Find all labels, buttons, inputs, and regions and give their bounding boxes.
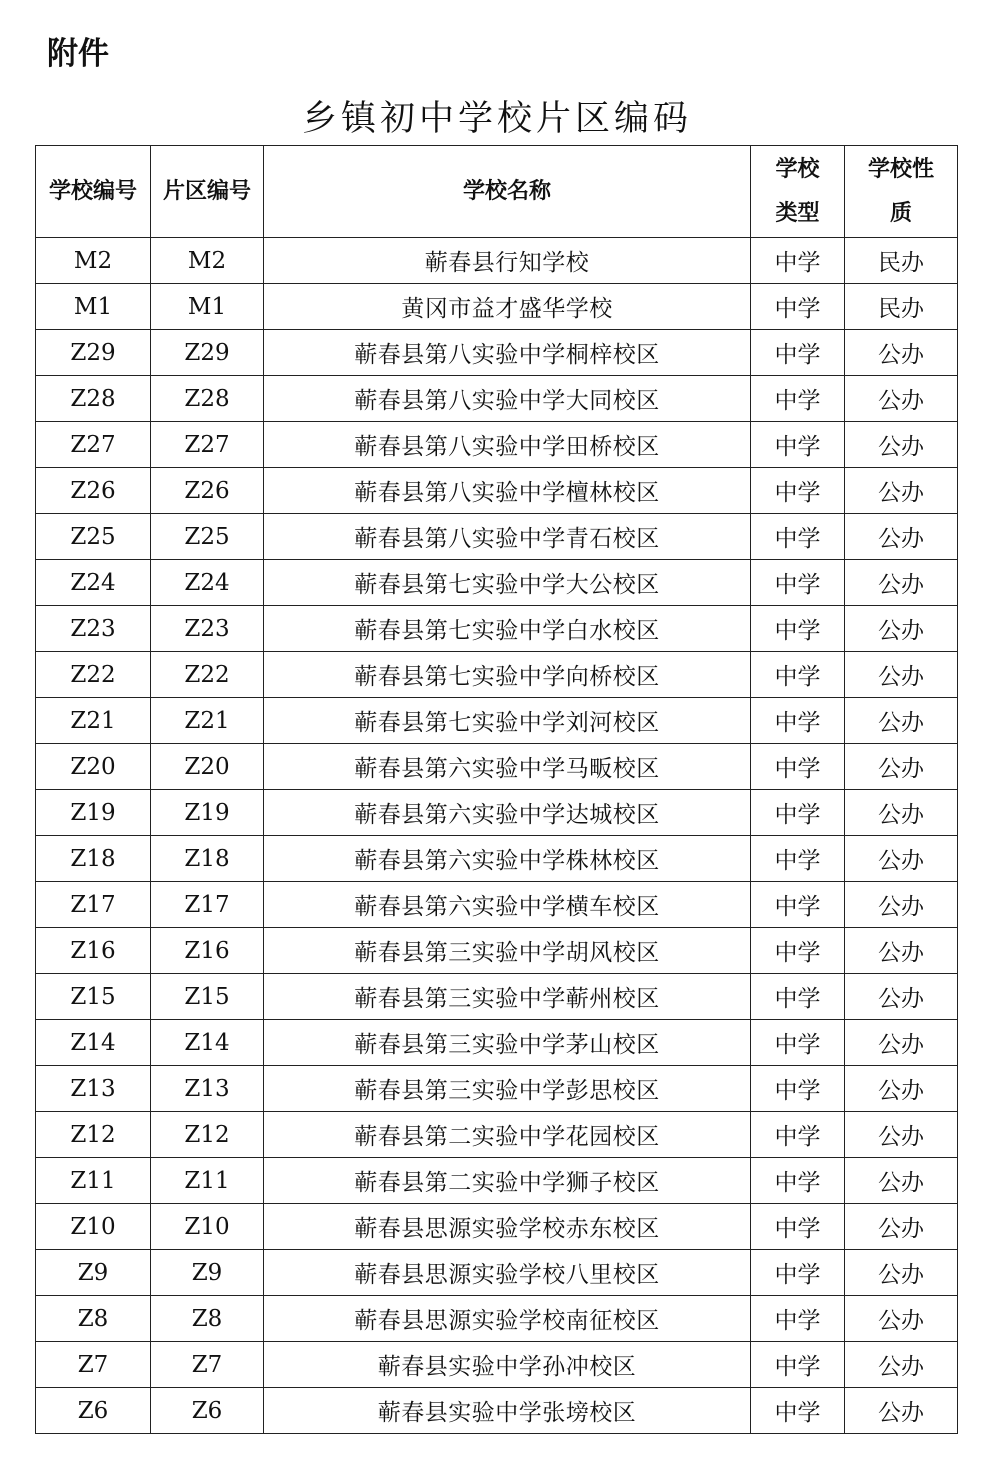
- cell-school-type: 中学: [751, 560, 845, 606]
- header-school-name: 学校名称: [264, 146, 751, 238]
- cell-school-name: 蕲春县第八实验中学田桥校区: [264, 422, 751, 468]
- cell-school-name: 蕲春县第八实验中学檀林校区: [264, 468, 751, 514]
- cell-school-code: Z10: [36, 1204, 151, 1250]
- cell-school-code: Z25: [36, 514, 151, 560]
- cell-school-name: 蕲春县思源实验学校南征校区: [264, 1296, 751, 1342]
- cell-school-code: Z29: [36, 330, 151, 376]
- cell-school-type: 中学: [751, 1020, 845, 1066]
- cell-school-name: 蕲春县第三实验中学蕲州校区: [264, 974, 751, 1020]
- table-row: [36, 1020, 958, 1066]
- cell-school-name: 蕲春县第六实验中学马畈校区: [264, 744, 751, 790]
- header-school-type: 学校类型: [751, 146, 845, 238]
- table-row: [36, 1204, 958, 1250]
- cell-school-nature: 公办: [845, 1204, 958, 1250]
- table-row: [36, 330, 958, 376]
- cell-school-nature: 公办: [845, 376, 958, 422]
- cell-school-name: 蕲春县思源实验学校八里校区: [264, 1250, 751, 1296]
- cell-school-name: 蕲春县第七实验中学白水校区: [264, 606, 751, 652]
- table-row: [36, 1388, 958, 1434]
- cell-school-nature: 公办: [845, 1296, 958, 1342]
- cell-school-type: 中学: [751, 1296, 845, 1342]
- cell-district-code: Z7: [151, 1342, 264, 1388]
- cell-school-code: Z22: [36, 652, 151, 698]
- cell-school-nature: 公办: [845, 422, 958, 468]
- cell-school-type: 中学: [751, 744, 845, 790]
- cell-school-code: Z14: [36, 1020, 151, 1066]
- cell-school-name: 蕲春县思源实验学校赤东校区: [264, 1204, 751, 1250]
- cell-school-name: 蕲春县第八实验中学青石校区: [264, 514, 751, 560]
- table-row: [36, 698, 958, 744]
- cell-school-nature: 公办: [845, 1342, 958, 1388]
- cell-school-type: 中学: [751, 928, 845, 974]
- cell-school-nature: 公办: [845, 330, 958, 376]
- cell-school-nature: 民办: [845, 238, 958, 284]
- table-row: [36, 560, 958, 606]
- document-title: 乡镇初中学校片区编码: [301, 99, 692, 139]
- cell-district-code: Z8: [151, 1296, 264, 1342]
- table-row: [36, 652, 958, 698]
- cell-district-code: Z13: [151, 1066, 264, 1112]
- cell-district-code: Z26: [151, 468, 264, 514]
- cell-school-name: 蕲春县第二实验中学狮子校区: [264, 1158, 751, 1204]
- table-row: [36, 1112, 958, 1158]
- cell-school-name: 黄冈市益才盛华学校: [264, 284, 751, 330]
- cell-school-nature: 公办: [845, 698, 958, 744]
- table-row: [36, 238, 958, 284]
- cell-school-name: 蕲春县第三实验中学彭思校区: [264, 1066, 751, 1112]
- table-row: [36, 836, 958, 882]
- cell-school-nature: 民办: [845, 284, 958, 330]
- cell-school-nature: 公办: [845, 468, 958, 514]
- cell-school-code: Z17: [36, 882, 151, 928]
- cell-school-code: Z13: [36, 1066, 151, 1112]
- cell-school-nature: 公办: [845, 790, 958, 836]
- cell-district-code: Z16: [151, 928, 264, 974]
- cell-school-name: 蕲春县实验中学孙冲校区: [264, 1342, 751, 1388]
- cell-school-code: Z6: [36, 1388, 151, 1434]
- cell-school-nature: 公办: [845, 836, 958, 882]
- cell-school-type: 中学: [751, 284, 845, 330]
- cell-school-type: 中学: [751, 1250, 845, 1296]
- cell-school-type: 中学: [751, 836, 845, 882]
- cell-school-type: 中学: [751, 330, 845, 376]
- table-row: [36, 284, 958, 330]
- cell-district-code: Z12: [151, 1112, 264, 1158]
- cell-school-type: 中学: [751, 698, 845, 744]
- cell-school-code: Z16: [36, 928, 151, 974]
- cell-school-code: M1: [36, 284, 151, 330]
- table-row: [36, 744, 958, 790]
- cell-school-code: Z23: [36, 606, 151, 652]
- cell-school-type: 中学: [751, 1204, 845, 1250]
- cell-school-type: 中学: [751, 1388, 845, 1434]
- table-body: [36, 238, 958, 1434]
- school-district-table: [35, 145, 958, 1434]
- cell-school-type: 中学: [751, 1066, 845, 1112]
- attachment-label: 附件: [47, 36, 109, 72]
- cell-school-name: 蕲春县第八实验中学桐梓校区: [264, 330, 751, 376]
- cell-school-nature: 公办: [845, 1388, 958, 1434]
- table-row: [36, 1066, 958, 1112]
- cell-district-code: Z22: [151, 652, 264, 698]
- cell-school-code: Z28: [36, 376, 151, 422]
- cell-school-name: 蕲春县第八实验中学大同校区: [264, 376, 751, 422]
- cell-school-name: 蕲春县第七实验中学向桥校区: [264, 652, 751, 698]
- cell-district-code: Z28: [151, 376, 264, 422]
- cell-district-code: Z11: [151, 1158, 264, 1204]
- cell-school-nature: 公办: [845, 744, 958, 790]
- cell-school-code: Z8: [36, 1296, 151, 1342]
- cell-school-name: 蕲春县第七实验中学大公校区: [264, 560, 751, 606]
- cell-district-code: Z24: [151, 560, 264, 606]
- header-school-code: 学校编号: [36, 146, 151, 238]
- cell-school-code: Z26: [36, 468, 151, 514]
- cell-school-type: 中学: [751, 1112, 845, 1158]
- cell-school-nature: 公办: [845, 652, 958, 698]
- table-row: [36, 1342, 958, 1388]
- cell-school-code: Z21: [36, 698, 151, 744]
- table-row: [36, 422, 958, 468]
- cell-district-code: Z17: [151, 882, 264, 928]
- cell-school-code: Z27: [36, 422, 151, 468]
- cell-school-name: 蕲春县第六实验中学横车校区: [264, 882, 751, 928]
- cell-district-code: M1: [151, 284, 264, 330]
- cell-school-code: Z15: [36, 974, 151, 1020]
- cell-school-nature: 公办: [845, 1112, 958, 1158]
- cell-district-code: Z6: [151, 1388, 264, 1434]
- cell-school-type: 中学: [751, 376, 845, 422]
- cell-school-name: 蕲春县第三实验中学茅山校区: [264, 1020, 751, 1066]
- cell-school-name: 蕲春县第六实验中学达城校区: [264, 790, 751, 836]
- table-row: [36, 468, 958, 514]
- cell-school-nature: 公办: [845, 974, 958, 1020]
- cell-school-code: Z18: [36, 836, 151, 882]
- table-row: [36, 882, 958, 928]
- cell-school-nature: 公办: [845, 560, 958, 606]
- cell-district-code: Z19: [151, 790, 264, 836]
- cell-district-code: Z23: [151, 606, 264, 652]
- cell-district-code: Z27: [151, 422, 264, 468]
- table-row: [36, 514, 958, 560]
- cell-district-code: Z21: [151, 698, 264, 744]
- cell-school-nature: 公办: [845, 514, 958, 560]
- cell-district-code: Z10: [151, 1204, 264, 1250]
- cell-district-code: Z18: [151, 836, 264, 882]
- cell-school-nature: 公办: [845, 1020, 958, 1066]
- cell-school-name: 蕲春县行知学校: [264, 238, 751, 284]
- cell-school-code: Z12: [36, 1112, 151, 1158]
- table-row: [36, 974, 958, 1020]
- cell-school-code: Z9: [36, 1250, 151, 1296]
- cell-school-name: 蕲春县实验中学张塝校区: [264, 1388, 751, 1434]
- cell-school-type: 中学: [751, 606, 845, 652]
- cell-school-nature: 公办: [845, 1066, 958, 1112]
- cell-district-code: Z25: [151, 514, 264, 560]
- cell-school-type: 中学: [751, 882, 845, 928]
- cell-school-name: 蕲春县第七实验中学刘河校区: [264, 698, 751, 744]
- cell-school-code: M2: [36, 238, 151, 284]
- cell-district-code: Z20: [151, 744, 264, 790]
- cell-school-type: 中学: [751, 468, 845, 514]
- table-row: [36, 376, 958, 422]
- cell-school-type: 中学: [751, 238, 845, 284]
- cell-school-code: Z19: [36, 790, 151, 836]
- cell-school-nature: 公办: [845, 1250, 958, 1296]
- cell-school-type: 中学: [751, 514, 845, 560]
- table-row: [36, 1296, 958, 1342]
- cell-district-code: Z9: [151, 1250, 264, 1296]
- cell-district-code: Z15: [151, 974, 264, 1020]
- cell-school-nature: 公办: [845, 882, 958, 928]
- cell-school-code: Z24: [36, 560, 151, 606]
- header-district-code: 片区编号: [151, 146, 264, 238]
- cell-school-nature: 公办: [845, 606, 958, 652]
- cell-school-type: 中学: [751, 422, 845, 468]
- cell-school-nature: 公办: [845, 928, 958, 974]
- table-row: [36, 928, 958, 974]
- cell-school-code: Z11: [36, 1158, 151, 1204]
- cell-district-code: Z29: [151, 330, 264, 376]
- cell-school-type: 中学: [751, 974, 845, 1020]
- cell-school-code: Z20: [36, 744, 151, 790]
- cell-school-name: 蕲春县第三实验中学胡风校区: [264, 928, 751, 974]
- table-row: [36, 1158, 958, 1204]
- cell-school-code: Z7: [36, 1342, 151, 1388]
- cell-district-code: Z14: [151, 1020, 264, 1066]
- cell-school-nature: 公办: [845, 1158, 958, 1204]
- cell-school-name: 蕲春县第二实验中学花园校区: [264, 1112, 751, 1158]
- cell-school-type: 中学: [751, 790, 845, 836]
- cell-school-type: 中学: [751, 1158, 845, 1204]
- table-header-row: [36, 146, 958, 238]
- table-row: [36, 606, 958, 652]
- cell-school-type: 中学: [751, 652, 845, 698]
- cell-school-type: 中学: [751, 1342, 845, 1388]
- table-row: [36, 790, 958, 836]
- header-school-nature: 学校性质: [845, 146, 958, 238]
- table-row: [36, 1250, 958, 1296]
- cell-district-code: M2: [151, 238, 264, 284]
- cell-school-name: 蕲春县第六实验中学株林校区: [264, 836, 751, 882]
